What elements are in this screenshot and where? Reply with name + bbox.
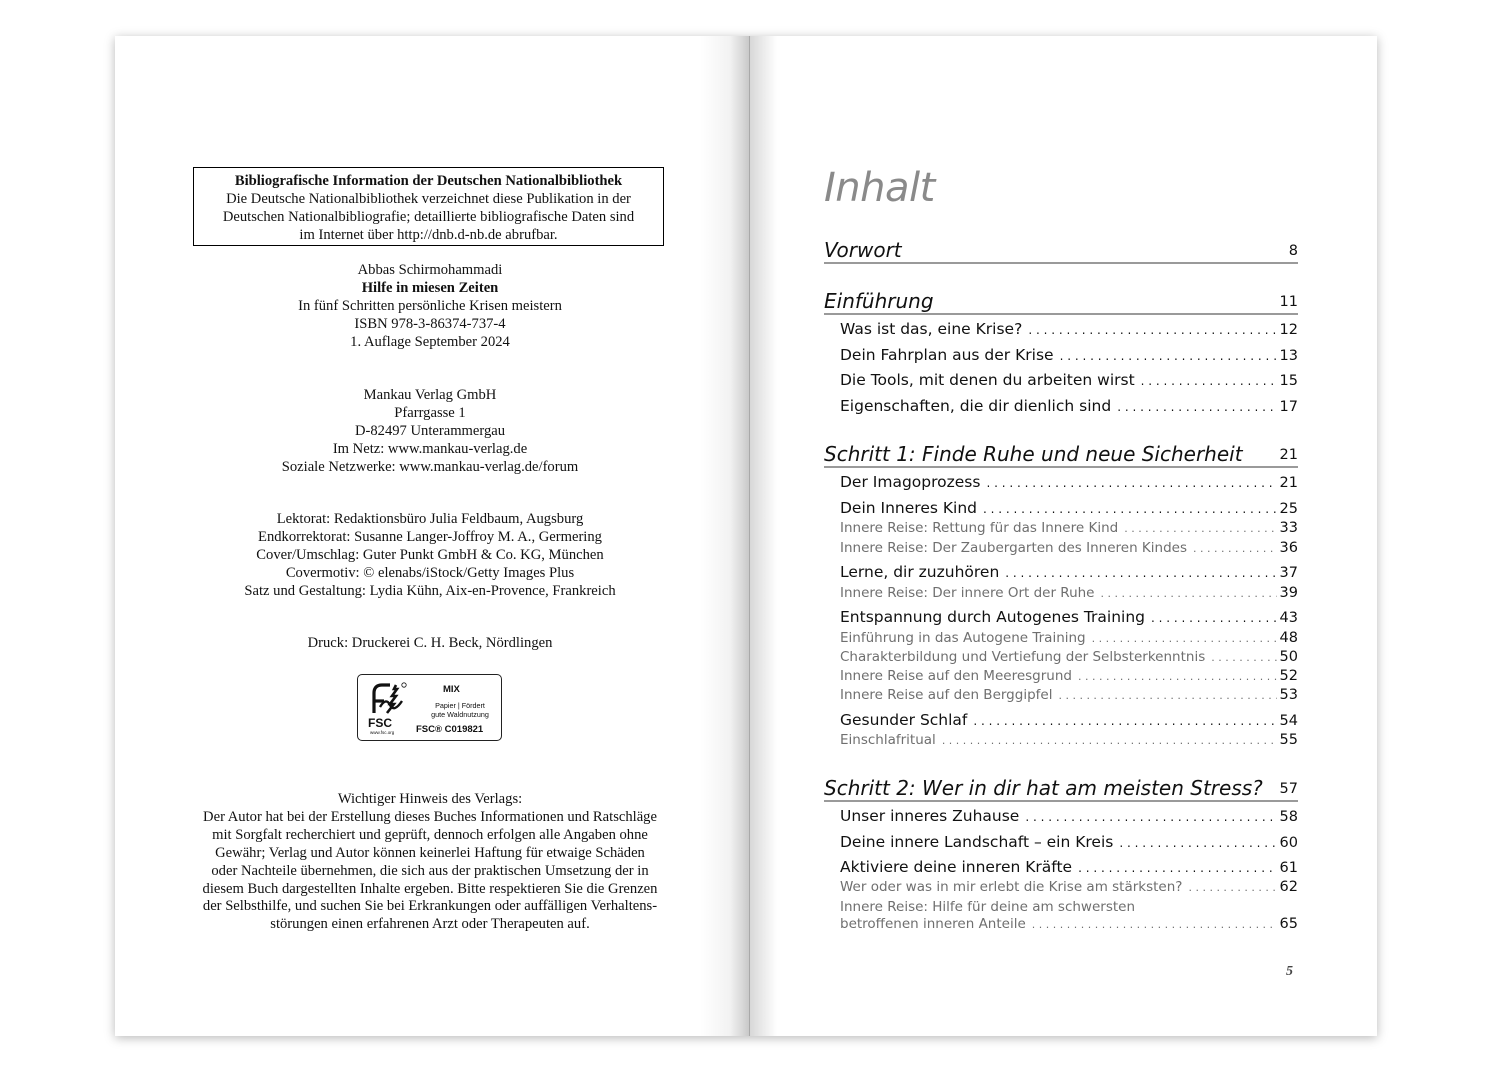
toc-subentry[interactable]: Innere Reise: Rettung für das Innere Kind . . . 33 — [840, 520, 1298, 536]
credits — [150, 511, 710, 601]
toc-entry[interactable]: Entspannung durch Autogenes Training . . . 43 — [840, 608, 1298, 626]
toc-chapter[interactable] — [824, 234, 1298, 264]
toc-entry[interactable]: Der Imagoprozess . . . 21 — [840, 473, 1298, 491]
toc-chapter[interactable] — [824, 772, 1298, 802]
chapter-page: 11 — [1279, 294, 1298, 310]
toc-entry[interactable]: Unser inneres Zuhause . . . 58 — [840, 807, 1298, 825]
book-subtitle: In fünf Schritten persönliche Krisen meistern — [298, 297, 562, 314]
notice-line: mit Sorgfalt recherchiert und geprüft, dennoch erfolgen alle Angaben ohne — [212, 826, 648, 843]
toc-entry[interactable]: Lerne, dir zuzuhören . . . 37 — [840, 563, 1298, 581]
toc-subentry[interactable]: Charakterbildung und Vertiefung der Selbsterkenntnis . . . 50 — [840, 649, 1298, 665]
cip-box — [193, 167, 664, 246]
notice-line: Der Autor hat bei der Erstellung dieses Buches Informationen und Ratschläge — [203, 808, 657, 825]
author: Abbas Schirmohammadi — [357, 262, 503, 278]
toc-subentry-line1[interactable]: Innere Reise: Hilfe für deine am schwersten — [840, 899, 1136, 915]
toc-entry[interactable]: Gesunder Schlaf . . . 54 — [840, 711, 1298, 729]
notice-line: störungen einen erfahrenen Arzt oder Therapeuten auf. — [270, 916, 590, 933]
chapter-title: Schritt 1: Finde Ruhe und neue Sicherheit — [824, 442, 1243, 466]
toc-entry[interactable]: Eigenschaften, die dir dienlich sind . . . 17 — [840, 397, 1298, 415]
chapter-page: 8 — [1288, 243, 1298, 259]
book-title: Hilfe in miesen Zeiten — [361, 279, 499, 296]
toc-title: Inhalt — [824, 165, 935, 211]
isbn: ISBN 978-3-86374-737-4 — [354, 315, 506, 332]
publisher-line: Soziale Netzwerke: www.mankau-verlag.de/forum — [281, 458, 579, 475]
toc-subentry[interactable]: Innere Reise: Der Zaubergarten des Inneren Kindes . . . 36 — [840, 540, 1298, 556]
credit-line: Covermotiv: © elenabs/iStock/Getty Images Plus — [285, 564, 575, 581]
toc-subentry[interactable]: Einschlafritual . . . 55 — [840, 732, 1298, 748]
cip-line: Die Deutsche Nationalbibliothek verzeichnet diese Publikation in der — [226, 190, 631, 207]
toc-subentry[interactable]: Innere Reise: Der innere Ort der Ruhe . . . 39 — [840, 585, 1298, 601]
fsc-url: www.fsc.org — [370, 730, 395, 735]
toc-entry[interactable]: Die Tools, mit denen du arbeiten wirst . . . 15 — [840, 371, 1298, 389]
page-number: 5 — [1286, 964, 1293, 979]
toc-entry[interactable]: Aktiviere deine inneren Kräfte . . . 61 — [840, 858, 1298, 876]
chapter-page: 57 — [1279, 781, 1298, 797]
book-info — [150, 262, 710, 352]
chapter-title: Vorwort — [824, 238, 902, 262]
toc-subentry[interactable]: Wer oder was in mir erlebt die Krise am stärksten? . . . 62 — [840, 879, 1298, 895]
publisher-line: D-82497 Unterammergau — [354, 422, 506, 439]
chapter-page: 21 — [1279, 447, 1298, 463]
fsc-sub: Papier | Fördert gute Waldnutzung — [431, 701, 489, 719]
cip-line: im Internet über http://dnb.d-nb.de abrufbar. — [299, 226, 558, 243]
cip-heading: Bibliografische Information der Deutschen Nationalbibliothek — [234, 173, 623, 189]
notice-line: der Selbsthilfe, und suchen Sie bei Erkrankungen oder auffälligen Verhaltens- — [202, 898, 658, 915]
toc-chapter[interactable] — [824, 438, 1298, 468]
fsc-tree-icon — [366, 679, 412, 729]
edition: 1. Auflage September 2024 — [350, 333, 510, 350]
fsc-label — [357, 674, 502, 741]
print-info: Druck: Druckerei C. H. Beck, Nördlingen — [307, 635, 553, 651]
toc-subentry[interactable]: Innere Reise auf den Berggipfel . . . 53 — [840, 687, 1298, 703]
notice-line: oder Nachteile übernehmen, die sich aus der praktischen Umsetzung der in — [211, 862, 649, 879]
credit-line: Endkorrektorat: Susanne Langer-Joffroy M. A., Germering — [258, 528, 602, 545]
chapter-title: Schritt 2: Wer in dir hat am meisten Stress? — [824, 776, 1263, 800]
publisher-line: Im Netz: www.mankau-verlag.de — [332, 440, 528, 457]
notice-heading: Wichtiger Hinweis des Verlags: — [337, 791, 523, 807]
toc-entry[interactable]: Was ist das, eine Krise? . . . 12 — [840, 320, 1298, 338]
credit-line: Lektorat: Redaktionsbüro Julia Feldbaum, Augsburg — [276, 511, 584, 527]
toc-entry[interactable]: Dein Fahrplan aus der Krise . . . 13 — [840, 346, 1298, 364]
fsc-logo-text: FSC — [368, 716, 392, 729]
cip-line: Deutschen Nationalbibliografie; detaillierte bibliografische Daten sind — [222, 208, 635, 225]
notice-line: Gewähr; Verlag und Autor können keinerlei Haftung für etwaige Schäden — [215, 844, 645, 861]
publisher-info — [150, 387, 710, 477]
toc-subentry[interactable]: Innere Reise auf den Meeresgrund . . . 52 — [840, 668, 1298, 684]
fsc-mix: MIX — [443, 684, 460, 695]
toc-chapter[interactable] — [824, 285, 1298, 315]
publisher-line: Pfarrgasse 1 — [394, 404, 466, 421]
notice — [150, 791, 710, 934]
publisher-line: Mankau Verlag GmbH — [363, 387, 497, 403]
toc-entry[interactable]: Dein Inneres Kind . . . 25 — [840, 499, 1298, 517]
notice-line: diesem Buch dargestellten Inhalte ergeben. Bitte respektieren Sie die Grenzen — [202, 880, 658, 897]
chapter-title: Einführung — [824, 289, 934, 313]
toc-entry[interactable]: Deine innere Landschaft – ein Kreis . . . 60 — [840, 833, 1298, 851]
toc-subentry[interactable]: Einführung in das Autogene Training . . . 48 — [840, 630, 1298, 646]
credit-line: Cover/Umschlag: Guter Punkt GmbH & Co. KG, München — [256, 546, 604, 563]
gutter-shadow-right — [749, 36, 777, 1036]
toc-subentry[interactable]: betroffenen inneren Anteile . . . 65 — [840, 916, 1298, 932]
fsc-code: FSC® C019821 — [416, 724, 484, 735]
credit-line: Satz und Gestaltung: Lydia Kühn, Aix-en-Provence, Frankreich — [244, 582, 616, 599]
